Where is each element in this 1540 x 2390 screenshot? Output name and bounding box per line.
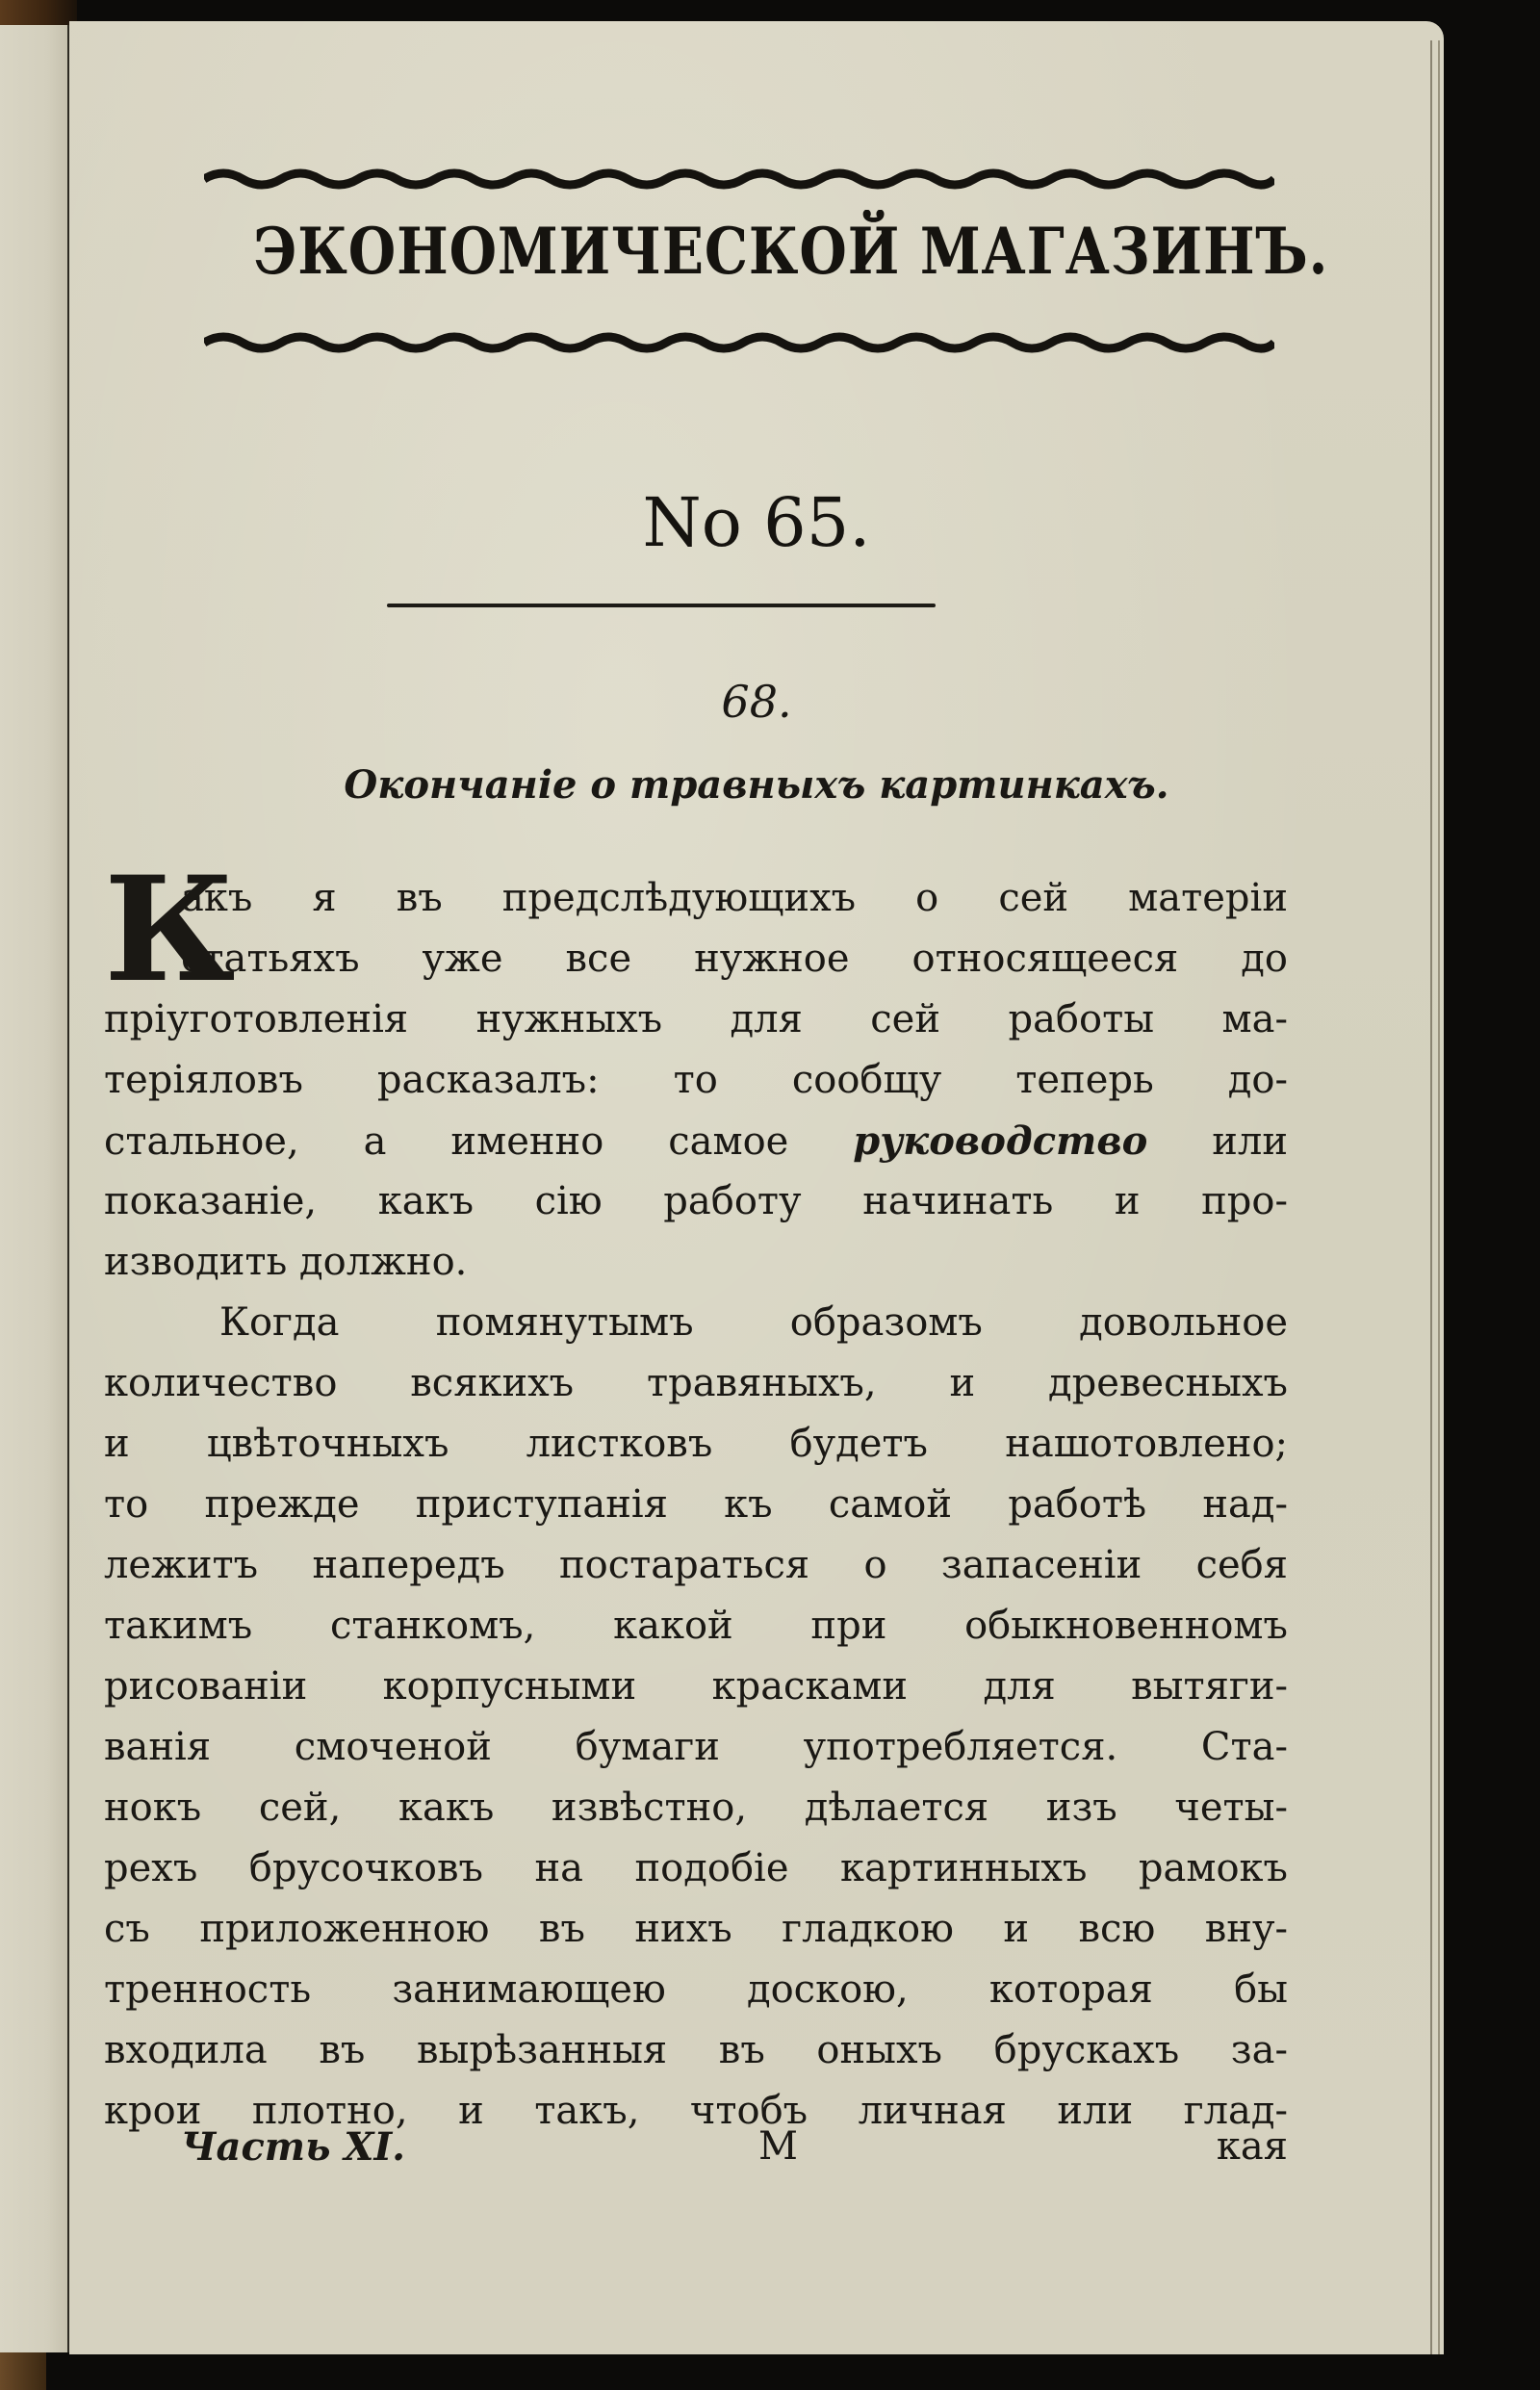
text-line: статьяхъ уже все нужное относящееся до	[181, 937, 1288, 981]
signature-mark: М	[758, 2124, 798, 2169]
ornament-bottom-icon	[204, 329, 1274, 354]
book-binding-bottom	[0, 2349, 46, 2390]
text-line: количество всякихъ травяныхъ, и древесныхъ	[104, 1361, 1288, 1405]
text-line: рисованіи корпусными красками для вытяги-	[104, 1664, 1288, 1709]
page-edge	[1430, 40, 1440, 2354]
text-line-with-emphasis	[104, 1111, 1288, 1171]
book-binding-top	[0, 0, 77, 27]
text-line: Когда помянутымъ образомъ довольное	[219, 1300, 1288, 1345]
text-line: и цвѣточныхъ листковъ будетъ нашотовлено;	[104, 1422, 1288, 1466]
volume-signature: Часть XI.	[181, 2124, 406, 2170]
text-line: то прежде приступанія къ самой работѣ над-	[104, 1482, 1288, 1527]
text-line: крои плотно, и такъ, чтобъ личная или глад-	[104, 2089, 1288, 2133]
emphasized-word: руководство	[853, 1118, 1148, 1164]
issue-number: No 65.	[642, 483, 871, 562]
previous-page-edge	[0, 25, 70, 2352]
catchword: кая	[1216, 2124, 1288, 2169]
text-line: тренность занимающею доскою, которая бы	[104, 1967, 1288, 2012]
page-footer	[104, 2124, 1288, 2182]
text-line: пріуготовленія нужныхъ для сей работы ма-	[104, 997, 1288, 1041]
book-page	[69, 21, 1444, 2354]
article-body	[104, 845, 1288, 2142]
drop-cap: К	[104, 845, 236, 1015]
text-line: ванія смоченой бумаги употребляется. Ста-	[104, 1725, 1288, 1769]
text-line: теріяловъ расказалъ: то сообщу теперь до-	[104, 1058, 1288, 1102]
text-line: акъ я въ предслѣдующихъ о сей матеріи	[181, 876, 1288, 920]
text-line: показаніе, какъ сію работу начинать и про-	[104, 1179, 1288, 1223]
text-line: нокъ сей, какъ извѣстно, дѣлается изъ четы-	[104, 1786, 1288, 1830]
text-segment: стальное, а именно самое	[104, 1119, 854, 1164]
text-line: лежитъ напередъ постараться о запасеніи себя	[104, 1543, 1288, 1587]
text-line: рехъ брусочковъ на подобіе картинныхъ рамокъ	[104, 1846, 1288, 1890]
text-line: входила въ вырѣзанныя въ оныхъ брускахъ за-	[104, 2028, 1288, 2072]
masthead-title: ЭКОНОМИЧЕСКОЙ МАГАЗИНЪ.	[253, 214, 1329, 289]
divider-rule	[387, 604, 936, 607]
text-line: такимъ станкомъ, какой при обыкновенномъ	[104, 1604, 1288, 1648]
article-title: Окончаніе о травныхъ картинкахъ.	[344, 762, 1169, 808]
text-segment: или	[1147, 1119, 1288, 1164]
article-number: 68.	[721, 676, 792, 728]
text-line: съ приложенною въ нихъ гладкою и всю вну-	[104, 1907, 1288, 1951]
text-line: изводить должно.	[104, 1240, 468, 1284]
ornament-top-icon	[204, 166, 1274, 191]
